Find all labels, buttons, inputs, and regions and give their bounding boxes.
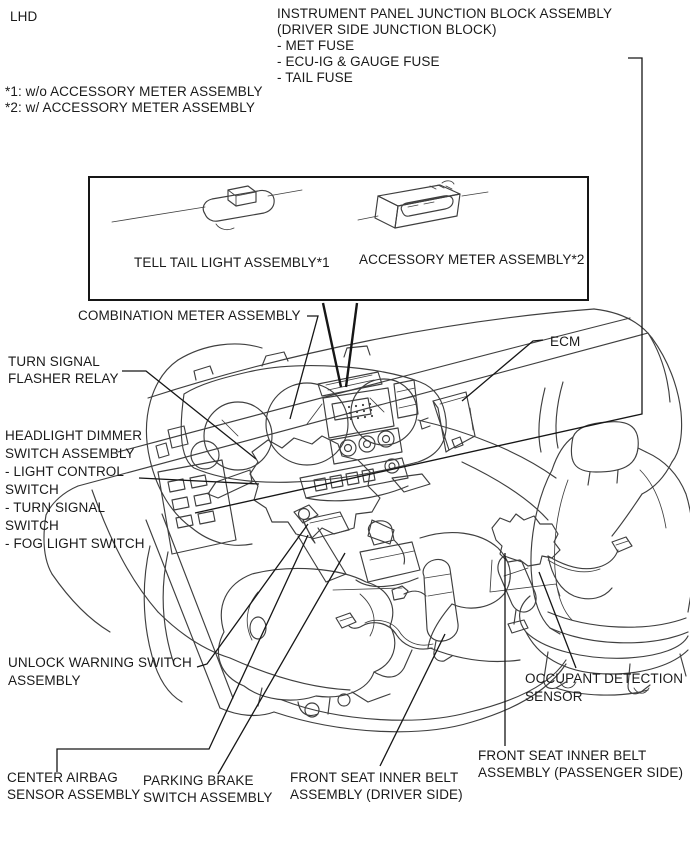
passenger-seat-art (520, 422, 690, 695)
leader-ecm (462, 340, 543, 401)
leader-combination-meter (290, 316, 318, 419)
label-occupant-detection-sensor: OCCUPANT DETECTION SENSOR (525, 671, 684, 704)
label-headlight-dimmer-switch: HEADLIGHT DIMMER SWITCH ASSEMBLY - LIGHT CONTROL SWITCH - TURN SIGNAL SWITCH - FOG LIGHT SWITCH (5, 428, 145, 551)
label-front-seat-inner-belt-driver: FRONT SEAT INNER BELT ASSEMBLY (DRIVER SIDE) (290, 770, 463, 802)
label-accessory-meter: ACCESSORY METER ASSEMBLY*2 (359, 252, 585, 267)
label-instrument-panel-junction-block: INSTRUMENT PANEL JUNCTION BLOCK ASSEMBLY (DRIVER SIDE JUNCTION BLOCK) - MET FUSE - ECU-IG & GAUGE FUSE - TAIL FUSE (277, 6, 613, 85)
footnotes (5, 84, 263, 116)
callout-box (88, 176, 589, 301)
footnote-1: *1: w/o ACCESSORY METER ASSEMBLY (5, 84, 263, 99)
label-tell-tail-light: TELL TAIL LIGHT ASSEMBLY*1 (134, 255, 330, 270)
label-unlock-warning-switch: UNLOCK WARNING SWITCH ASSEMBLY (8, 655, 192, 688)
label-ecm: ECM (550, 334, 581, 349)
leader-parking-brake (218, 553, 345, 774)
label-parking-brake-switch: PARKING BRAKE SWITCH ASSEMBLY (143, 773, 273, 805)
parking-brake-lever-art (356, 521, 420, 587)
label-combination-meter: COMBINATION METER ASSEMBLY (78, 308, 301, 323)
label-turn-signal-flasher-relay: TURN SIGNAL FLASHER RELAY (8, 354, 119, 386)
config-label: LHD (10, 9, 38, 24)
passenger-inner-belt-and-occupant-sensor-art (490, 514, 632, 633)
center-airbag-sensor-art (303, 512, 349, 543)
label-center-airbag-sensor: CENTER AIRBAG SENSOR ASSEMBLY (7, 770, 141, 802)
callout-arrow (323, 303, 357, 387)
leader-belt-driver (380, 634, 445, 766)
footnote-2: *2: w/ ACCESSORY METER ASSEMBLY (5, 100, 255, 115)
label-front-seat-inner-belt-passenger: FRONT SEAT INNER BELT ASSEMBLY (PASSENGER SIDE) (478, 748, 684, 780)
